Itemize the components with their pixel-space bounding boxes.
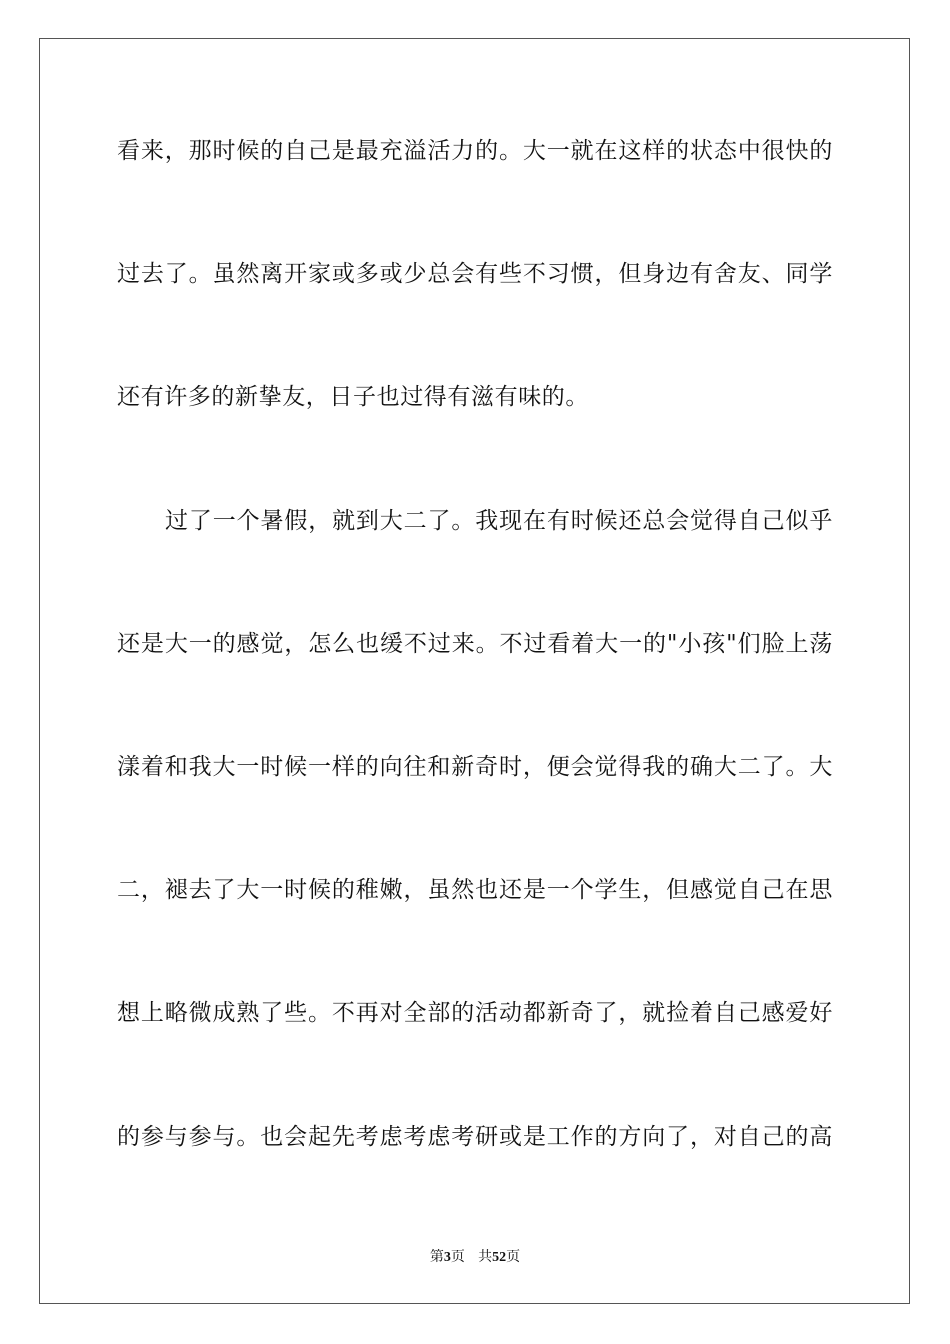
total-suffix: 页 <box>506 1249 521 1265</box>
text-line-8: 想上略微成熟了些。不再对全部的活动都新奇了，就捡着自己感爱好 <box>117 1000 833 1026</box>
text-line-9: 的参与参与。也会起先考虑考虑考研或是工作的方向了，对自己的高 <box>117 1124 833 1150</box>
text-line-1: 看来，那时候的自己是最充溢活力的。大一就在这样的状态中很快的 <box>117 138 833 164</box>
total-prefix: 共 <box>478 1249 493 1265</box>
text-line-3: 还有许多的新挚友，日子也过得有滋有味的。 <box>117 384 589 410</box>
text-line-5: 还是大一的感觉，怎么也缓不过来。不过看着大一的"小孩"们脸上荡 <box>117 631 833 657</box>
text-line-4-paragraph-start: 过了一个暑假，就到大二了。我现在有时候还总会觉得自己似乎 <box>165 508 833 534</box>
total-pages: 52 <box>492 1250 507 1265</box>
page-footer <box>0 1248 950 1267</box>
text-line-2: 过去了。虽然离开家或多或少总会有些不习惯，但身边有舍友、同学 <box>117 261 833 287</box>
page-number: 3 <box>443 1250 451 1265</box>
text-line-7: 二，褪去了大一时候的稚嫩，虽然也还是一个学生，但感觉自己在思 <box>117 877 833 903</box>
text-line-6: 漾着和我大一时候一样的向往和新奇时，便会觉得我的确大二了。大 <box>117 754 833 780</box>
page-prefix: 第 <box>429 1249 444 1265</box>
page-suffix: 页 <box>450 1249 465 1265</box>
page-border <box>39 38 910 1304</box>
